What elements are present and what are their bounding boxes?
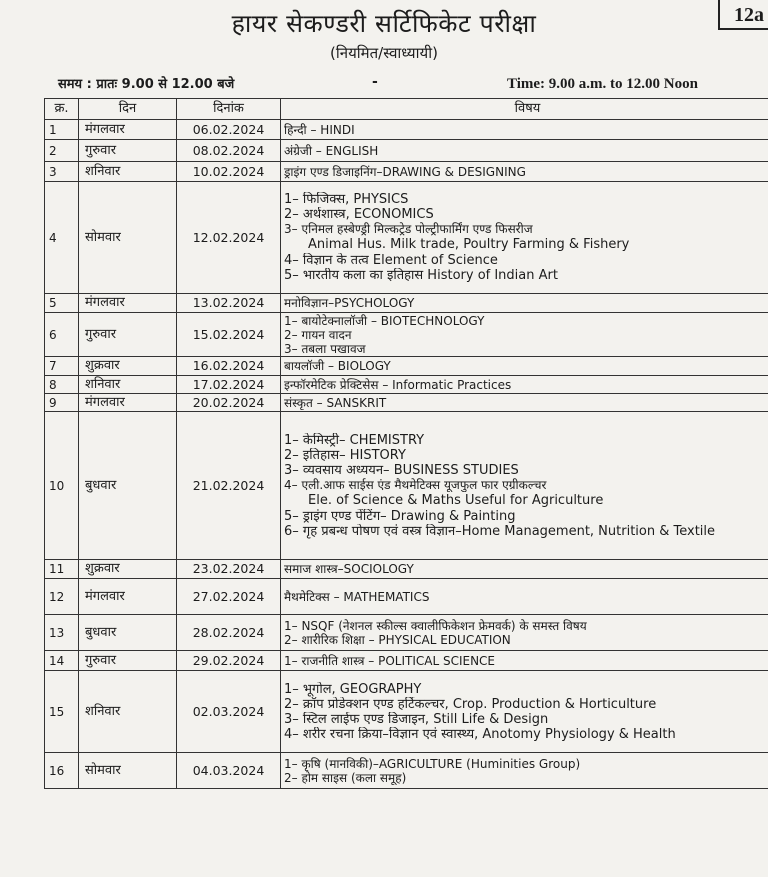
subject-line: ड्राइंग एण्ड डिजाइनिंग–DRAWING & DESIGNING [284,164,526,179]
row-subjects [281,412,768,560]
row-subjects [281,182,768,294]
row-number: 2 [45,140,79,162]
subject-line: 3– एनिमल हस्बेण्ड्री मिल्कट्रेड पोल्ट्रीफार्मिंग एण्ड फिसरीज [284,222,533,236]
row-day: शुक्रवार [79,357,177,376]
subject-line: 3– स्टिल लाईफ एण्ड डिजाइन, Still Life & Design [284,711,549,727]
subject-line: Ele. of Science & Maths Useful for Agriculture [308,492,604,508]
table-row [45,412,768,560]
subject-line: 4– शरीर रचना क्रिया–विज्ञान एवं स्वास्थ्य, Anotomy Physiology & Health [284,726,676,742]
row-subjects [281,615,768,651]
row-date: 08.02.2024 [177,140,281,162]
row-subjects [281,394,768,412]
row-date: 27.02.2024 [177,579,281,615]
row-number: 5 [45,294,79,313]
row-date: 02.03.2024 [177,671,281,753]
table-row [45,394,768,412]
row-number: 15 [45,671,79,753]
row-date: 28.02.2024 [177,615,281,651]
subject-line: मैथमेटिक्स – MATHEMATICS [284,589,430,604]
time-english: Time: 9.00 a.m. to 12.00 Noon [507,76,698,92]
row-date: 06.02.2024 [177,120,281,140]
subject-line: 1– NSQF (नेशनल स्कील्स क्वालीफिकेशन फ्रेमवर्क) के समस्त विषय [284,618,587,633]
class-badge: 12a [718,0,768,30]
subject-line: 2– गायन वादन [284,327,352,342]
row-day: सोमवार [79,753,177,789]
subject-line: 2– होम साइस (कला समूह) [284,770,407,785]
row-date: 21.02.2024 [177,412,281,560]
row-subjects [281,140,768,162]
subject-line: मनोविज्ञान–PSYCHOLOGY [284,296,415,310]
row-subjects [281,579,768,615]
subject-line: 2– क्रॉप प्रोडेक्शन एण्ड हर्टिकल्चर, Crop. Production & Horticulture [284,696,657,712]
table-header-row [45,99,768,120]
table-row [45,294,768,313]
subject-line: अंग्रेजी – ENGLISH [284,143,379,158]
row-subjects [281,294,768,313]
column-header-day: दिन [79,99,177,120]
row-number: 9 [45,394,79,412]
table-row [45,579,768,615]
row-date: 29.02.2024 [177,651,281,671]
row-subjects [281,560,768,579]
row-subjects [281,162,768,182]
row-date: 23.02.2024 [177,560,281,579]
subject-line: 6– गृह प्रबन्ध पोषण एवं वस्त्र विज्ञान–Home Management, Nutrition & Textile [284,523,716,539]
row-subjects [281,357,768,376]
column-header-number: क्र. [45,99,79,120]
row-day: गुरुवार [79,313,177,357]
row-date: 16.02.2024 [177,357,281,376]
subject-line: 4– एली.आफ साईस एंड मैथमेटिक्स यूजफुल फार एग्रीकल्चर [284,477,547,492]
subject-line: 1– राजनीति शास्त्र – POLITICAL SCIENCE [284,653,496,668]
subject-line: 1– केमिस्ट्री– CHEMISTRY [284,432,425,448]
subject-line: 4– विज्ञान के तत्व Element of Science [284,253,498,268]
row-number: 4 [45,182,79,294]
table-row [45,162,768,182]
subject-line: 3– तबला पखावज [284,341,366,356]
subject-line: 3– व्यवसाय अध्ययन– BUSINESS STUDIES [284,462,519,478]
row-subjects [281,120,768,140]
table-row [45,120,768,140]
row-number: 13 [45,615,79,651]
row-number: 3 [45,162,79,182]
row-subjects [281,753,768,789]
table-row [45,560,768,579]
row-number: 11 [45,560,79,579]
row-day: शनिवार [79,671,177,753]
row-day: शनिवार [79,376,177,394]
row-day: बुधवार [79,615,177,651]
table-row [45,651,768,671]
time-separator: - [372,74,378,90]
row-day: शुक्रवार [79,560,177,579]
row-day: सोमवार [79,182,177,294]
table-row [45,357,768,376]
row-number: 16 [45,753,79,789]
row-day: गुरुवार [79,140,177,162]
row-date: 04.03.2024 [177,753,281,789]
row-date: 15.02.2024 [177,313,281,357]
row-day: मंगलवार [79,579,177,615]
subject-line: समाज शास्त्र–SOCIOLOGY [284,562,414,576]
table-row [45,313,768,357]
exam-subtitle: (नियमित/स्वाध्यायी) [330,44,438,62]
row-number: 14 [45,651,79,671]
table-row [45,671,768,753]
subject-line: इन्फॉरमेटिक प्रेक्टिसेस – Informatic Practices [284,377,512,392]
time-hindi: समय : प्रातः 9.00 से 12.00 बजे [58,77,235,92]
row-subjects [281,651,768,671]
row-number: 7 [45,357,79,376]
row-subjects [281,671,768,753]
exam-schedule-table [44,98,768,789]
row-number: 12 [45,579,79,615]
table-row [45,182,768,294]
row-number: 10 [45,412,79,560]
row-date: 17.02.2024 [177,376,281,394]
subject-line: 5– भारतीय कला का इतिहास History of Indian Art [284,268,558,283]
row-subjects [281,376,768,394]
subject-line: हिन्दी – HINDI [284,122,355,137]
row-day: मंगलवार [79,120,177,140]
table-body [45,120,768,789]
exam-title: हायर सेकण्डरी सर्टिफिकेट परीक्षा [231,9,537,38]
column-header-subject: विषय [281,99,768,120]
table-row [45,615,768,651]
table-row [45,140,768,162]
table-row [45,753,768,789]
subject-line: 1– कृषि (मानविकी)–AGRICULTURE (Huminities Group) [284,756,581,771]
row-number: 6 [45,313,79,357]
row-day: मंगलवार [79,294,177,313]
table-row [45,376,768,394]
row-day: गुरुवार [79,651,177,671]
subject-line: 5– ड्राइंग एण्ड पेंटिंग– Drawing & Painting [284,508,516,524]
row-date: 12.02.2024 [177,182,281,294]
row-number: 1 [45,120,79,140]
subject-line: 1– बायोटेक्नालॉजी – BIOTECHNOLOGY [284,313,485,328]
row-day: मंगलवार [79,394,177,412]
row-date: 13.02.2024 [177,294,281,313]
column-header-date: दिनांक [177,99,281,120]
subject-line: संस्कृत – SANSKRIT [284,395,387,410]
subject-line: 2– अर्थशास्त्र, ECONOMICS [284,207,434,222]
subject-line: 2– शारीरिक शिक्षा – PHYSICAL EDUCATION [284,632,511,647]
row-date: 20.02.2024 [177,394,281,412]
subject-line: 1– फिजिक्स, PHYSICS [284,192,409,207]
subject-line: बायलॉजी – BIOLOGY [284,359,391,373]
row-subjects [281,313,768,357]
row-number: 8 [45,376,79,394]
subject-line: 2– इतिहास– HISTORY [284,447,406,463]
row-day: शनिवार [79,162,177,182]
subject-line: 1– भूगोल, GEOGRAPHY [284,681,422,697]
subject-line: Animal Hus. Milk trade, Poultry Farming & Fishery [308,237,630,252]
row-day: बुधवार [79,412,177,560]
row-date: 10.02.2024 [177,162,281,182]
